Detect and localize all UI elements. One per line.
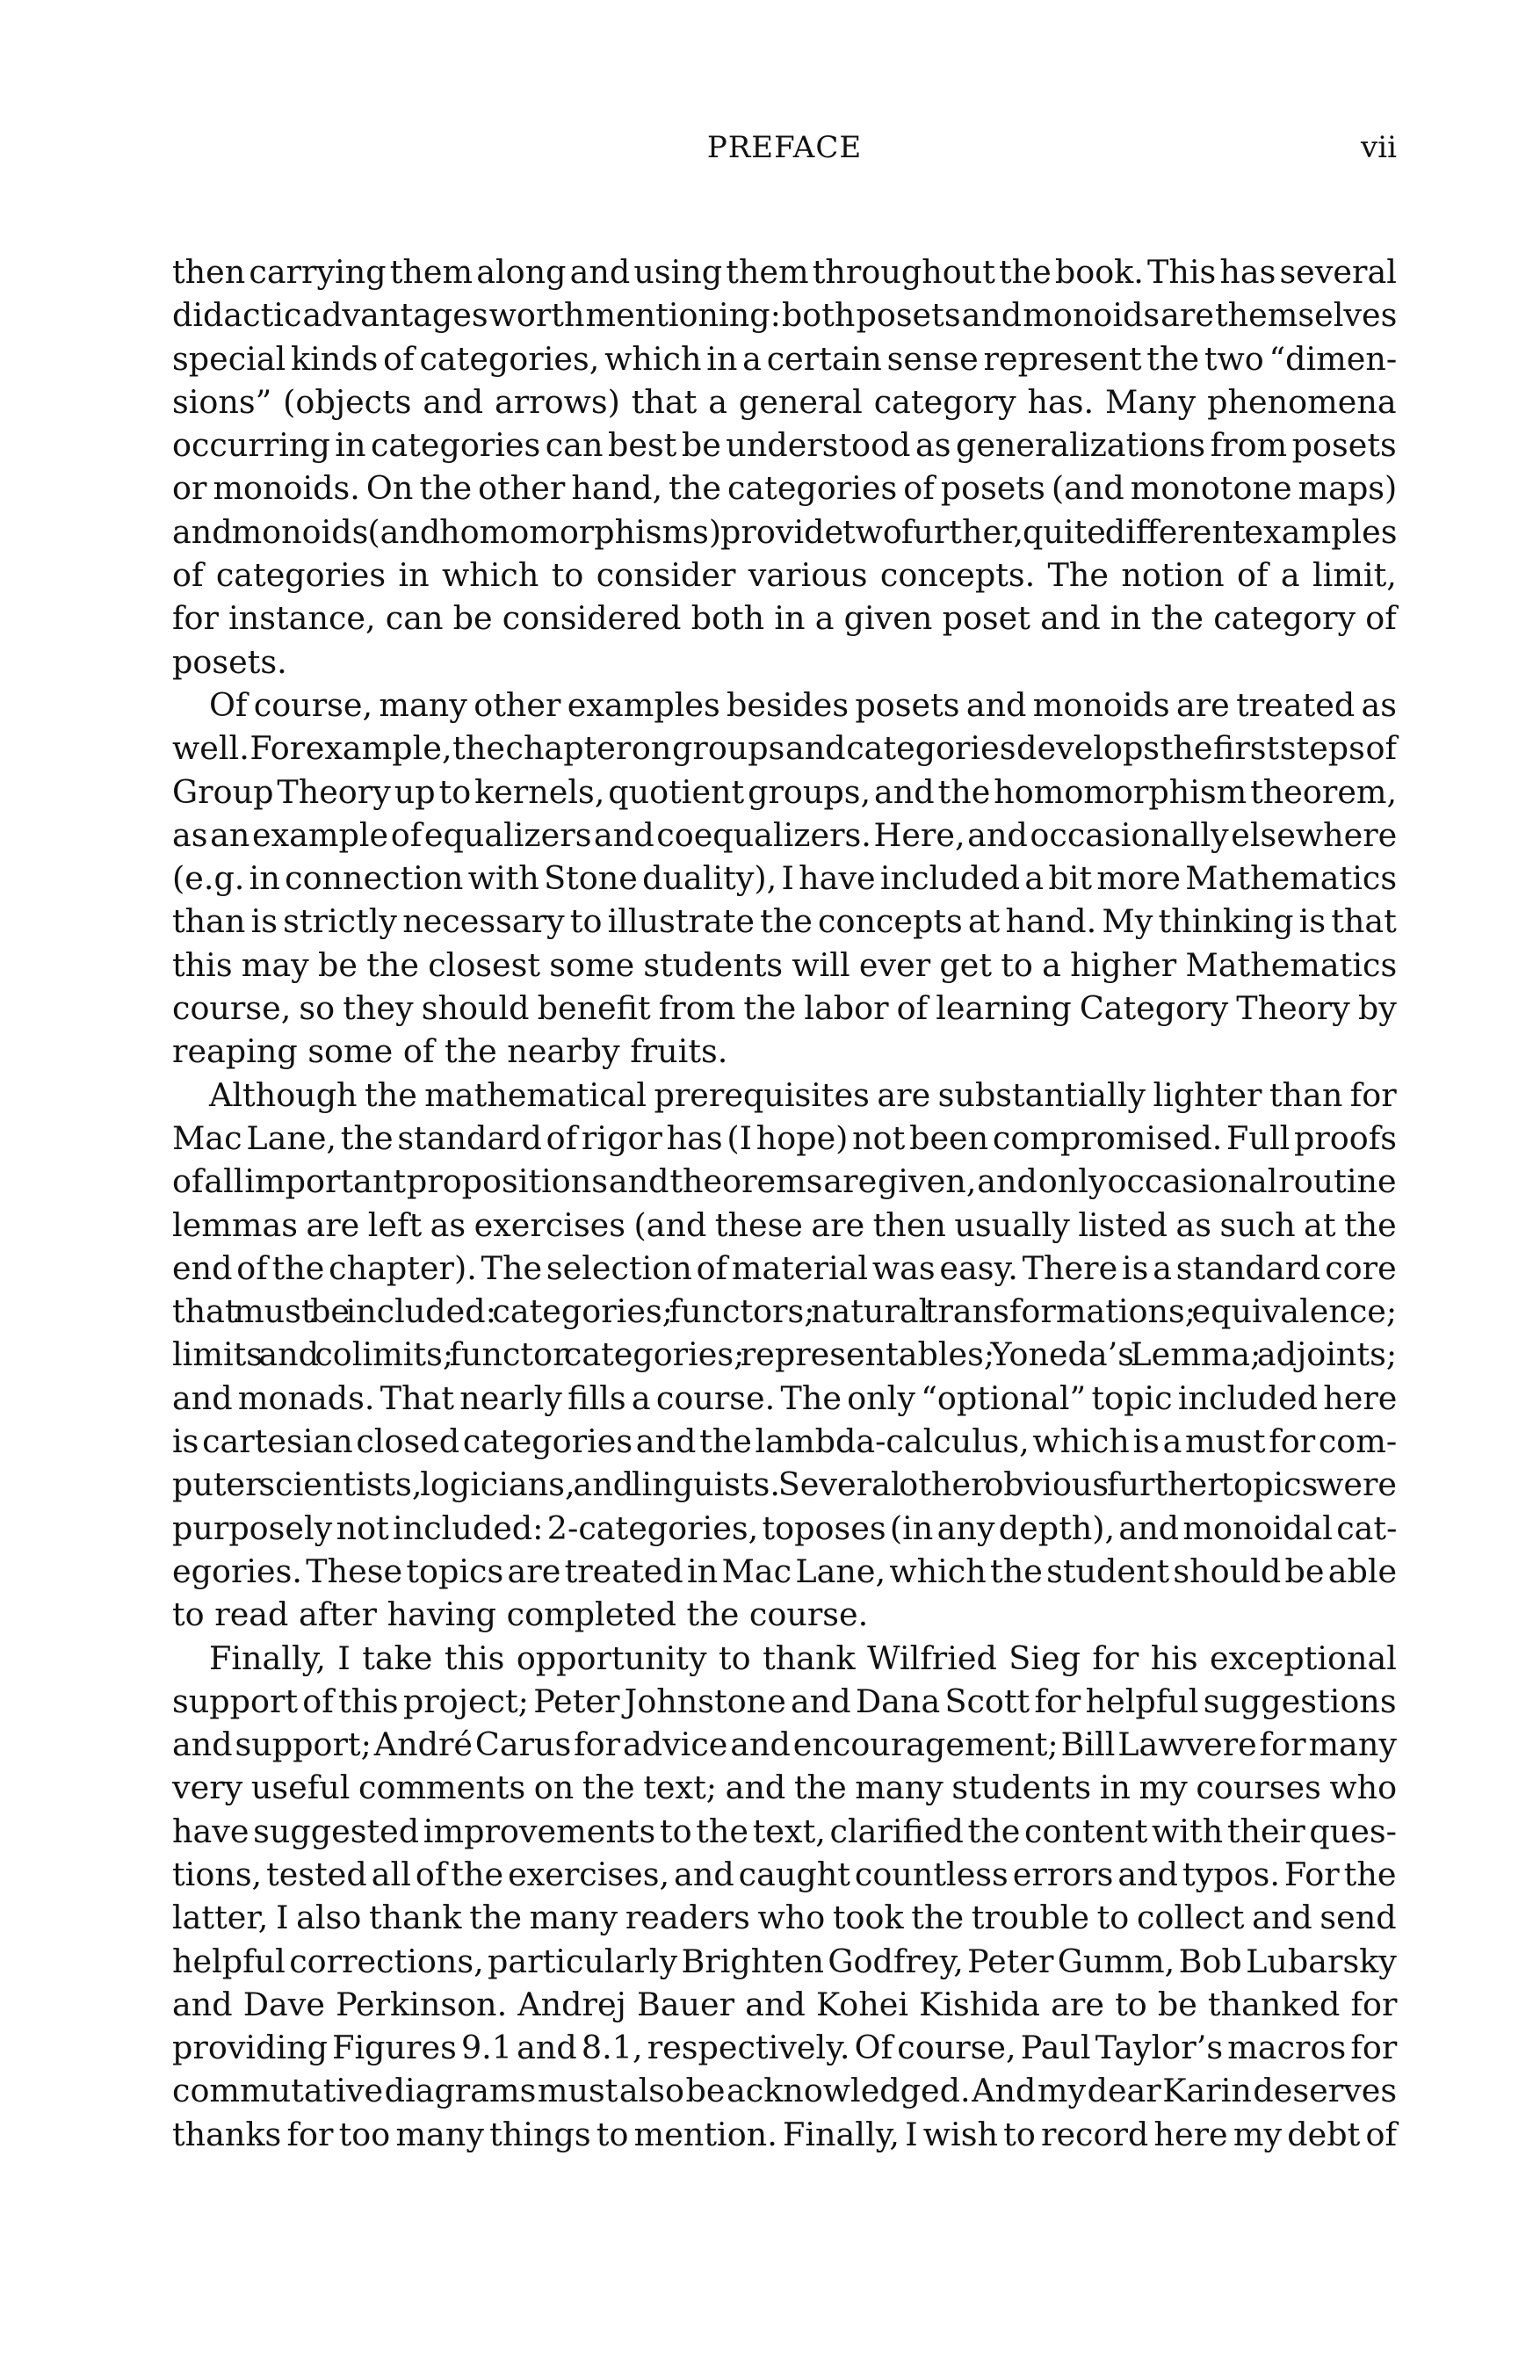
text-line: lemmas are left as exercises (and these are then usually listed as such at the <box>172 1205 1397 1244</box>
text-line: purposely not included: 2-categories, toposes (in any depth), and monoidal cat- <box>172 1508 1398 1547</box>
text-line: and support; André Carus for advice and encouragement; Bill Lawvere for many <box>172 1725 1397 1764</box>
text-line: latter, I also thank the many readers who took the trouble to collect and send <box>172 1899 1397 1937</box>
text-line: egories. These topics are treated in Mac Lane, which the student should be able <box>172 1552 1398 1590</box>
text-line: end of the chapter). The selection of material was easy. There is a standard core <box>172 1248 1397 1287</box>
text-line: commutative diagrams must also be acknowledged. And my dear Karin deserves <box>172 2072 1398 2110</box>
text-line: that must be included: categories; functors; natural transformations; equivalence; <box>172 1292 1398 1331</box>
text-line: than is strictly necessary to illustrate the concepts at hand. My thinking is that <box>172 902 1397 941</box>
text-line: Finally, I take this opportunity to thank Wilfried Sieg for his exceptional <box>209 1639 1397 1677</box>
text-line: providing Figures 9.1 and 8.1, respectively. Of course, Paul Taylor’s macros for <box>172 2029 1398 2067</box>
body-text <box>172 250 1397 2156</box>
text-line: of categories in which to consider various concepts. The notion of a limit, <box>172 556 1397 595</box>
text-line: tions, tested all of the exercises, and caught countless errors and typos. For the <box>172 1855 1397 1893</box>
text-line: this may be the closest some students will ever get to a higher Mathematics <box>172 945 1398 984</box>
text-line: sions” (objects and arrows) that a general category has. Many phenomena <box>172 382 1397 421</box>
text-line: very useful comments on the text; and the many students in my courses who <box>172 1769 1398 1807</box>
page-number: vii <box>1361 130 1397 165</box>
text-line: as an example of equalizers and coequalizers. Here, and occasionally elsewhere <box>172 815 1398 854</box>
text-line: Group Theory up to kernels, quotient groups, and the homomorphism theorem, <box>172 772 1398 811</box>
text-line: posets. <box>172 642 287 681</box>
text-line: thanks for too many things to mention. Finally, I wish to record here my debt of <box>172 2115 1397 2153</box>
text-line: support of this project; Peter Johnstone and Dana Scott for helpful suggestions <box>172 1682 1397 1720</box>
text-line: (e.g. in connection with Stone duality), I have included a bit more Mathematics <box>172 859 1398 898</box>
text-line: occurring in categories can best be understood as generalizations from posets <box>172 426 1397 465</box>
running-title: PREFACE <box>706 130 863 165</box>
text-line: didactic advantages worth mentioning: both posets and monoids are themselves <box>172 296 1398 335</box>
text-line: for instance, can be considered both in a given poset and in the category of <box>172 599 1397 638</box>
text-line: Mac Lane, the standard of rigor has (I hope) not been compromised. Full proofs <box>172 1118 1397 1157</box>
text-line: and Dave Perkinson. Andrej Bauer and Kohei Kishida are to be thanked for <box>172 1985 1398 2023</box>
text-line: puter scientists, logicians, and linguists. Several other obvious further topics were <box>172 1465 1398 1504</box>
paragraph-1 <box>172 250 1397 684</box>
text-line: helpful corrections, particularly Brighten Godfrey, Peter Gumm, Bob Lubarsky <box>172 1942 1397 1980</box>
text-line: reaping some of the nearby fruits. <box>172 1032 728 1071</box>
text-line: or monoids. On the other hand, the categories of posets (and monotone maps) <box>172 469 1398 508</box>
text-line: to read after having completed the course. <box>172 1595 869 1634</box>
paragraph-4 <box>172 1637 1397 2157</box>
text-line: limits and colimits; functor categories; representables; Yoneda’s Lemma; adjoints; <box>172 1335 1398 1374</box>
text-line: well. For example, the chapter on groups and categories develops the first steps of <box>172 729 1397 768</box>
text-line: of all important propositions and theorems are given, and only occasional routine <box>172 1162 1397 1201</box>
paragraph-2 <box>172 684 1397 1074</box>
running-head <box>172 128 1397 167</box>
text-line: Although the mathematical prerequisites are substantially lighter than for <box>209 1075 1397 1114</box>
text-line: special kinds of categories, which in a certain sense represent the two “dimen- <box>172 339 1398 378</box>
paragraph-3 <box>172 1074 1397 1637</box>
text-line: Of course, many other examples besides posets and monoids are treated as <box>209 685 1398 724</box>
text-line: and monads. That nearly fills a course. The only “optional” topic included here <box>172 1378 1398 1417</box>
text-line: course, so they should benefit from the labor of learning Category Theory by <box>172 989 1397 1028</box>
text-line: and monoids (and homomorphisms) provide two further, quite different examples <box>172 512 1398 551</box>
text-line: have suggested improvements to the text, clarified the content with their ques- <box>172 1812 1397 1850</box>
text-line: then carrying them along and using them throughout the book. This has several <box>172 253 1397 291</box>
text-line: is cartesian closed categories and the lambda-calculus, which is a must for com- <box>172 1422 1398 1461</box>
